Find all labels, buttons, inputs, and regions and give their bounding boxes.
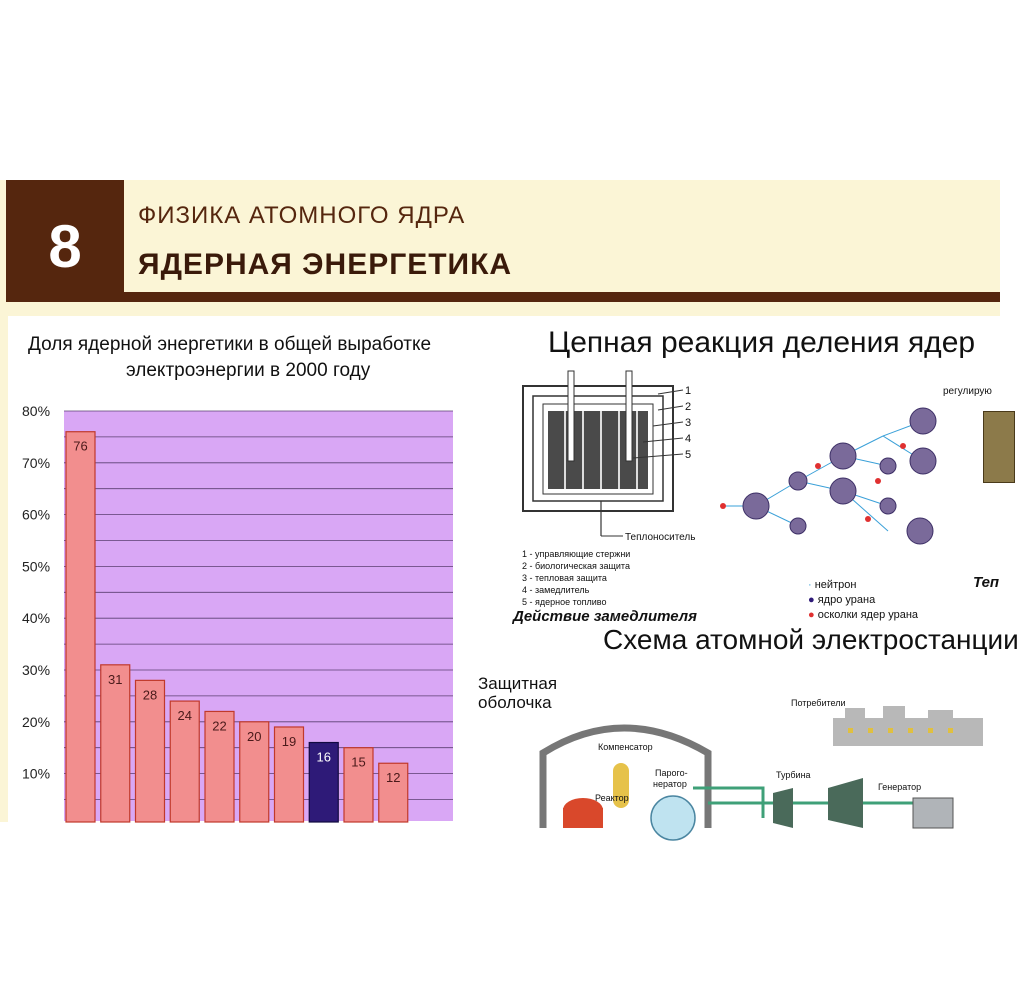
- steam-generator-label-2: нератор: [653, 779, 687, 789]
- power-plant-schematic: [533, 698, 1033, 828]
- y-tick-label: 80%: [22, 403, 51, 419]
- poster: [0, 180, 1019, 822]
- bar-value-label: 20: [247, 728, 262, 744]
- chain-title: Цепная реакция деления ядер: [548, 326, 976, 359]
- turbine-label: Турбина: [776, 770, 811, 780]
- bar-chart: [8, 402, 478, 822]
- moderator-caption: Действие замедлителя: [513, 608, 697, 625]
- chain-reaction-illustration: [708, 391, 948, 541]
- shell-label: [478, 674, 557, 712]
- y-tick-label: 40%: [22, 610, 51, 627]
- bar: [66, 432, 95, 822]
- poster-content: [8, 316, 1019, 822]
- reactor-label-3: 3: [685, 417, 692, 429]
- shell-label-line-1: Защитная: [478, 674, 558, 693]
- consumers-label: Потребители: [791, 698, 846, 708]
- plant-title: Схема атомной электростанции: [603, 624, 1019, 655]
- chart-title-line-2: электроэнергии в 2000 году: [126, 360, 371, 381]
- legend-neutron: · нейтрон: [808, 579, 857, 591]
- reactor-legend: [522, 548, 630, 608]
- reactor-legend-item: 3 - тепловая защита: [522, 573, 607, 583]
- reactor-diagram: [513, 366, 723, 546]
- rod-bundle-illustration: [983, 411, 1015, 483]
- coolant-label: Теплоноситель: [625, 532, 696, 543]
- bar-value-label: 22: [212, 718, 227, 734]
- reactor-legend-item: 1 - управляющие стержни: [522, 549, 631, 559]
- generator-label: Генератор: [878, 782, 922, 792]
- y-tick-label: 10%: [22, 765, 51, 782]
- reactor-legend-item: 2 - биологическая защита: [522, 561, 630, 571]
- bar-value-label: 19: [281, 733, 297, 749]
- section-number-box: [6, 180, 124, 298]
- bar-value-label: 24: [177, 708, 192, 724]
- legend-fragments: ● осколки ядер урана: [808, 609, 919, 621]
- shell-label-line-2: оболочка: [478, 693, 552, 712]
- bar-value-label: 76: [73, 438, 88, 454]
- bar-value-label: 15: [351, 754, 366, 770]
- header-subtitle: ФИЗИКА АТОМНОГО ЯДРА: [138, 202, 466, 229]
- bar-value-label: 28: [142, 687, 158, 703]
- reactor-legend-item: 4 - замедлитель: [522, 585, 590, 595]
- section-number: 8: [48, 213, 82, 280]
- header-divider: [6, 292, 1000, 302]
- right-caption: Теп: [973, 574, 1000, 591]
- reactor-label-4: 4: [685, 433, 692, 445]
- bar-value-label: 12: [386, 770, 401, 786]
- y-tick-label: 20%: [22, 713, 51, 730]
- reactor-label-1: 1: [685, 385, 692, 397]
- legend-uranium-nucleus: ● ядро урана: [808, 594, 876, 606]
- header-title: ЯДЕРНАЯ ЭНЕРГЕТИКА: [138, 248, 513, 281]
- reactor-label-2: 2: [685, 401, 692, 413]
- y-tick-label: 50%: [22, 558, 51, 575]
- reactor-legend-item: 5 - ядерное топливо: [522, 597, 607, 607]
- steam-generator-label-1: Парого-: [655, 768, 688, 778]
- particle-legend: [808, 578, 918, 623]
- y-tick-label: 30%: [22, 662, 51, 678]
- bar: [101, 665, 130, 822]
- chart-title-line-1: Доля ядерной энергетики в общей выработке: [28, 334, 432, 355]
- y-tick-label: 70%: [22, 454, 51, 471]
- regulating-label: регулирую: [943, 386, 992, 397]
- y-tick-label: 60%: [22, 506, 51, 523]
- reactor-label-5: 5: [685, 449, 692, 461]
- bar-value-label: 16: [316, 749, 331, 765]
- reactor-label: Реактор: [595, 793, 629, 803]
- bar-value-label: 31: [108, 671, 123, 687]
- compensator-label: Компенсатор: [598, 742, 653, 752]
